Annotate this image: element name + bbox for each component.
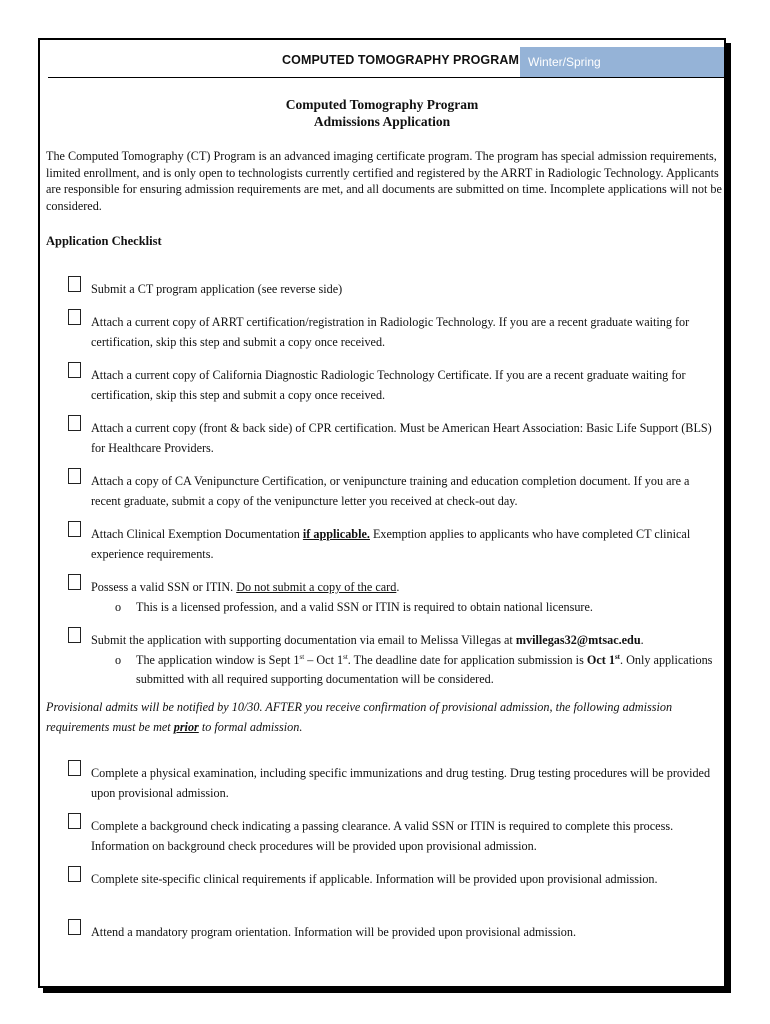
deadline-date: Oct 1 [586, 652, 615, 667]
sub-bullet-text: – Oct 1 [304, 652, 344, 667]
sub-bullet [91, 651, 721, 690]
checkbox[interactable] [68, 276, 81, 292]
document-title [40, 96, 724, 130]
item-text-part: Submit the application with supporting documentation via email to Melissa Villegas at [91, 633, 516, 647]
document-page [38, 38, 726, 988]
intro-paragraph: The Computed Tomography (CT) Program is an advanced imaging certificate program. The program has special admission requirements, limited enrollment, and is only open to technologists currently certified and registered by the ARRT in Radiologic Technology. Applicants are responsible for ensuring admission requirements are met, and all documents are submitted on time. Incomplete applications will not be considered. [46, 149, 722, 213]
ordinal-suffix: st [614, 652, 621, 661]
checklist-heading: Application Checklist [46, 234, 162, 248]
sub-bullet-text: . Only applications submitted with all required supporting documentation will be considered. [136, 652, 713, 686]
title-line-2: Admissions Application [313, 114, 451, 129]
checklist-item-text [91, 631, 721, 690]
bullet-icon: o [115, 652, 122, 667]
item-text-part: Possess a valid SSN or ITIN. [91, 580, 237, 594]
page-header [48, 47, 724, 78]
if-applicable-emphasis: if applicable. [302, 527, 370, 541]
checkbox[interactable] [68, 521, 81, 537]
requirement-item-text: Attend a mandatory program orientation. Information will be provided upon provisional admission. [91, 925, 577, 939]
sub-bullet [91, 598, 721, 618]
checkbox[interactable] [68, 468, 81, 484]
sub-bullet-text: The application window is Sept 1 [136, 652, 300, 667]
sub-bullet-text: . The deadline date for application submission is [347, 652, 587, 667]
header-term-badge: Winter/Spring [520, 47, 724, 77]
checklist-item-text [91, 525, 721, 564]
provisional-admission-note [46, 698, 722, 737]
checkbox[interactable] [68, 362, 81, 378]
checklist-item-text: Attach a copy of CA Venipuncture Certification, or venipuncture training and education completion document. If you are a recent graduate, submit a copy of the venipuncture letter you received at check-out day. [91, 474, 690, 508]
requirement-item-text: Complete site-specific clinical requirements if applicable. Information will be provided upon provisional admission. [91, 872, 658, 886]
email-link[interactable]: mvillegas32@mtsac.edu [515, 633, 641, 647]
prior-emphasis: prior [173, 719, 199, 734]
checkbox[interactable] [68, 813, 81, 829]
ordinal-suffix: st [299, 652, 305, 661]
title-line-1: Computed Tomography Program [285, 97, 479, 112]
item-text-part: . [396, 580, 400, 594]
ordinal-suffix: st [343, 652, 348, 661]
checklist-item-text: Attach a current copy of ARRT certification/registration in Radiologic Technology. If you are a recent graduate waiting for certification, skip this step and submit a copy once received. [91, 315, 690, 349]
checkbox[interactable] [68, 627, 81, 643]
sub-bullet-text: This is a licensed profession, and a valid SSN or ITIN is required to obtain national licensure. [136, 599, 593, 614]
requirement-item-text: Complete a physical examination, including specific immunizations and drug testing. Drug testing procedures will be provided upon provisional admission. [91, 766, 711, 800]
provisional-text: Provisional admits will be notified by 10/30. AFTER you receive confirmation of provisional admission, the following admission requirements must be met [46, 700, 673, 734]
header-program-title: COMPUTED TOMOGRAPHY PROGRAM [282, 53, 519, 67]
checkbox[interactable] [68, 574, 81, 590]
checkbox[interactable] [68, 415, 81, 431]
requirement-item-text: Complete a background check indicating a passing clearance. A valid SSN or ITIN is required to complete this process. Information on background check procedures will be provided upon provisional admission. [91, 819, 674, 853]
checkbox[interactable] [68, 309, 81, 325]
do-not-submit-note: Do not submit a copy of the card [236, 580, 397, 594]
checkbox[interactable] [68, 760, 81, 776]
checklist-item-text [91, 578, 721, 617]
checklist-item-text: Attach a current copy of California Diagnostic Radiologic Technology Certificate. If you are a recent graduate waiting for certification, skip this step and submit a copy once received. [91, 368, 686, 402]
checkbox[interactable] [68, 919, 81, 935]
item-text-part: . [640, 633, 644, 647]
checklist-item-text: Submit a CT program application (see reverse side) [91, 282, 343, 296]
provisional-text: to formal admission. [198, 719, 303, 734]
item-text-part: Attach Clinical Exemption Documentation [91, 527, 303, 541]
item-text-part: Exemption applies to applicants who have completed CT clinical experience requirements. [91, 527, 691, 561]
bullet-icon: o [115, 599, 122, 614]
checkbox[interactable] [68, 866, 81, 882]
checklist-item-text: Attach a current copy (front & back side) of CPR certification. Must be American Heart Association: Basic Life Support (BLS) for Healthcare Providers. [91, 421, 712, 455]
